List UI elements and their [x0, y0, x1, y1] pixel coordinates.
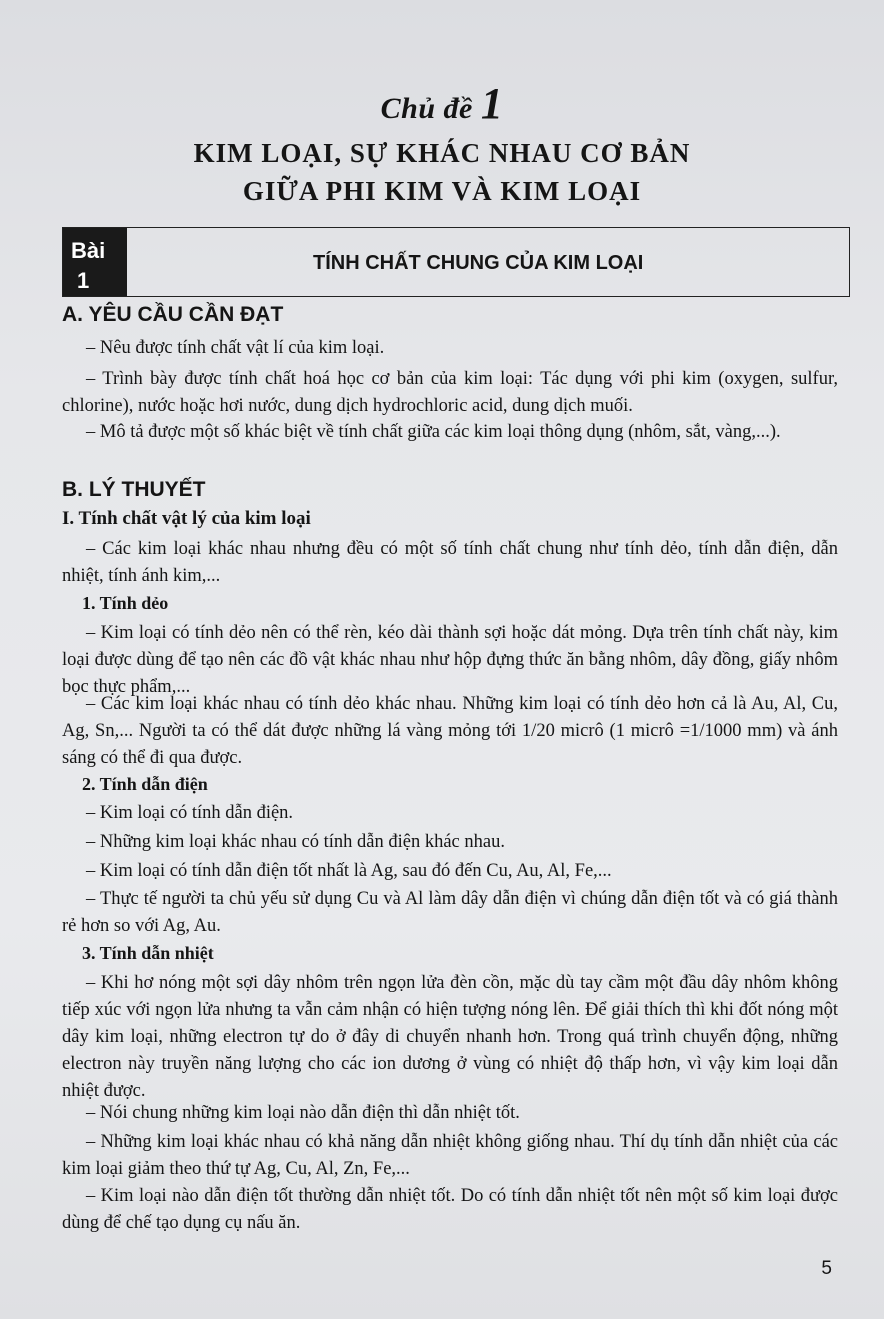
requirement-item: – Trình bày được tính chất hoá học cơ bản của kim loại: Tác dụng với phi kim (oxygen, sulfur, chlorine), nước hoặc hơi nước, dung dịch hydrochloric acid, dung dịch muối. — [62, 369, 838, 416]
sub-2-paragraph: – Kim loại có tính dẫn điện. — [86, 803, 294, 823]
lesson-title: TÍNH CHẤT CHUNG CỦA KIM LOẠI — [313, 252, 644, 274]
chapter-title-line2: GIỮA PHI KIM VÀ KIM LOẠI — [242, 176, 642, 206]
requirement-item: – Nêu được tính chất vật lí của kim loại. — [86, 338, 385, 358]
lesson-tag-word: Bài — [71, 238, 106, 263]
sub-2-paragraph: – Những kim loại khác nhau có tính dẫn điện khác nhau. — [86, 832, 505, 852]
section-b-heading: B. LÝ THUYẾT — [62, 478, 206, 501]
lesson-tag — [63, 228, 127, 296]
sub-2-heading: 2. Tính dẫn điện — [82, 774, 208, 794]
topic-word: Chủ đề — [380, 92, 473, 125]
topic-number: 1 — [480, 79, 504, 128]
sub-2-paragraph: – Thực tế người ta chủ yếu sử dụng Cu và Al làm dây dẫn điện vì chúng dẫn điện tốt và có giá thành rẻ hơn so với Ag, Au. — [62, 889, 838, 936]
sub-3-paragraph: – Những kim loại khác nhau có khả năng dẫn nhiệt không giống nhau. Thí dụ tính dẫn nhiệt của các kim loại giảm theo thứ tự Ag, Cu, Al, Zn, Fe,... — [62, 1132, 838, 1179]
section-a-heading: A. YÊU CẦU CẦN ĐẠT — [62, 303, 284, 326]
page-number: 5 — [821, 1258, 832, 1279]
lesson-tag-number: 1 — [77, 268, 90, 293]
topic-label — [0, 78, 884, 129]
sub-1-paragraph: – Kim loại có tính dẻo nên có thể rèn, kéo dài thành sợi hoặc dát mỏng. Dựa trên tính chất này, kim loại được dùng để tạo nên các đồ vật khác nhau như hộp đựng thức ăn bằng nhôm, dây đồng, giấy nhôm bọc thực phẩm,... — [62, 623, 838, 697]
part-1-heading: I. Tính chất vật lý của kim loại — [62, 508, 311, 529]
sub-3-paragraph: – Khi hơ nóng một sợi dây nhôm trên ngọn lửa đèn cồn, mặc dù tay cầm một đầu dây nhôm không tiếp xúc với ngọn lửa nhưng ta vẫn cảm nhận có hiện tượng nóng lên. Để giải thích thì khi đốt nóng một dây kim loại, những electron tự do ở đây di chuyển nhanh hơn. Trong quá trình chuyển động, những electron này truyền năng lượng cho các ion dương ở vùng có nhiệt độ thấp hơn, vì vậy kim loại dẫn nhiệt được. — [62, 973, 838, 1101]
sub-3-paragraph: – Kim loại nào dẫn điện tốt thường dẫn nhiệt tốt. Do có tính dẫn nhiệt tốt nên một số kim loại được dùng để chế tạo dụng cụ nấu ăn. — [62, 1186, 838, 1233]
requirement-item: – Mô tả được một số khác biệt về tính chất giữa các kim loại thông dụng (nhôm, sắt, vàng,...). — [86, 422, 781, 442]
sub-1-heading: 1. Tính dẻo — [82, 593, 169, 613]
sub-3-paragraph: – Nói chung những kim loại nào dẫn điện thì dẫn nhiệt tốt. — [86, 1103, 520, 1123]
lesson-header — [62, 227, 850, 297]
sub-3-heading: 3. Tính dẫn nhiệt — [82, 943, 214, 963]
sub-2-paragraph: – Kim loại có tính dẫn điện tốt nhất là Ag, sau đó đến Cu, Au, Al, Fe,... — [86, 861, 612, 881]
sub-1-paragraph: – Các kim loại khác nhau có tính dẻo khác nhau. Những kim loại có tính dẻo hơn cả là Au, Al, Cu, Ag, Sn,... Người ta có thể dát được những lá vàng mỏng tới 1/20 micrô (1 micrô =1/1000 mm) và ánh sáng có thể đi qua được. — [62, 694, 838, 768]
part-1-intro: – Các kim loại khác nhau nhưng đều có một số tính chất chung như tính dẻo, tính dẫn điện, dẫn nhiệt, tính ánh kim,... — [62, 539, 838, 586]
chapter-title-line1: KIM LOẠI, SỰ KHÁC NHAU CƠ BẢN — [193, 138, 691, 168]
